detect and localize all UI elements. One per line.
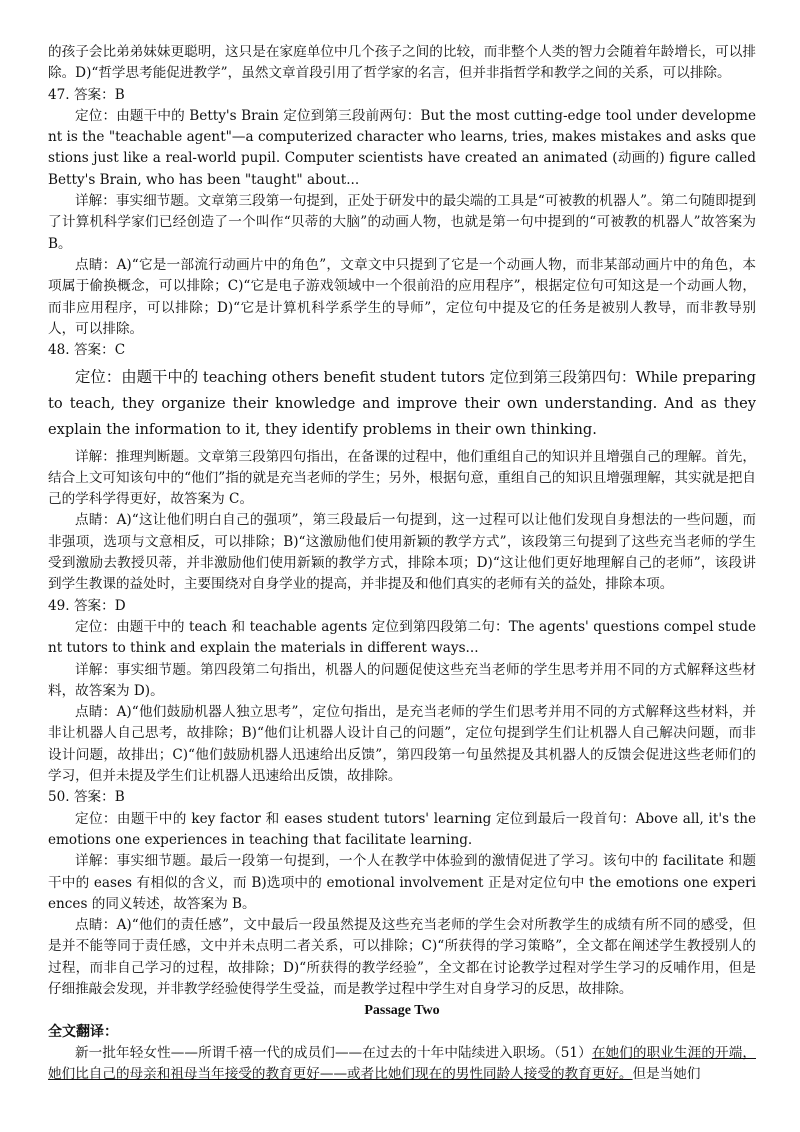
answer-50-location: 定位：由题干中的 key factor 和 eases student tutors' learning 定位到最后一段首句：Above all, it's the emotions one experiences in teaching that facilitate learning. — [48, 810, 756, 848]
answer-48-heading: 48. 答案：C — [48, 342, 126, 359]
translation-paragraph — [48, 1043, 756, 1086]
answer-48-detail: 详解：推理判断题。文章第三段第四句指出，在备课的过程中，他们重组自己的知识并且增强自己的理解。首先，结合上文可知该句中的“他们”指的就是充当老师的学生；另外，根据句意，重组自己的知识且增强理解，其实就是把自己的学科学得更好，故答案为 C。 — [48, 448, 756, 508]
translation-text-a: 新一批年轻女性——所谓千禧一代的成员们——在过去的十年中陆续进入职场。（51） — [75, 1044, 592, 1061]
translation-underlined: 在她们的职业生涯的开端，她们比自己的母亲和祖母当年接受的教育更好——或者比她们现在的男性同龄人接受的教育更好。 — [48, 1044, 756, 1083]
answer-49-detail: 详解：事实细节题。第四段第二句指出，机器人的问题促使这些充当老师的学生思考并用不同的方式解释这些材料，故答案为 D)。 — [48, 661, 756, 699]
translation-title: 全文翻译： — [48, 1023, 118, 1040]
document-page — [48, 42, 756, 1085]
answer-48-location — [48, 365, 756, 442]
answer-47-detail: 详解：事实细节题。文章第三段第一句提到，正处于研发中的最尖端的工具是“可被教的机器人”。第二句随即提到了计算机科学家们已经创造了一个叫作“贝蒂的大脑”的动画人物，也就是第一句中提到的“可被教的机器人”故答案为 B。 — [48, 193, 756, 252]
answer-47-location: 定位：由题干中的 Betty's Brain 定位到第三段前两句：But the most cutting-edge tool under development is the "teachable agent"—a computerized character who learns, tries, makes mistakes and asks questions just like a real-world pupil. Computer scientists have created an animated (动画的) figure called Betty's Brain, who has been "taught" about... — [48, 107, 756, 188]
answer-50-note: 点睛：A)“他们的责任感”，文中最后一段虽然提及这些充当老师的学生会对所教学生的成绩有所不同的感受，但是并不能等同于责任感，文中并未点明二者关系，可以排除；C)“所获得的学习策略”，全文都在阐述学生教授别人的过程，而非自己学习的过程，故排除；D)“所获得的教学经验”，全文都在讨论教学过程对学生学习的反哺作用，但是仔细推敲会发现，并非教学经验使得学生受益，而是教学过程中学生对自身学习的反思，故排除。 — [48, 917, 756, 997]
translation-text-b: 但是当她们 — [632, 1066, 701, 1083]
answer-47-heading: 47. 答案：B — [48, 86, 125, 103]
paragraph-continuation: 的孩子会比弟弟妹妹更聪明，这只是在家庭单位中几个孩子之间的比较，而非整个人类的智力会随着年龄增长，可以排除。D)“哲学思考能促进教学”，虽然文章首段引用了哲学家的名言，但并非指哲学和教学之间的关系，可以排除。 — [48, 44, 756, 82]
answer-49-heading: 49. 答案：D — [48, 597, 126, 614]
answer-50-detail: 详解：事实细节题。最后一段第一句提到，一个人在教学中体验到的激情促进了学习。该句中的 facilitate 和题干中的 eases 有相似的含义，而 B)选项中的 emotional involvement 正是对定位句中 the emotions one experiences 的同义转述，故答案为 B。 — [48, 853, 756, 912]
answer-47-note: 点睛：A)“它是一部流行动画片中的角色”，文章文中只提到了它是一个动画人物，而非某部动画片中的角色，本项属于偷换概念，可以排除；C)“它是电子游戏领域中一个很前沿的应用程序”，根据定位句可知这是一个动画人物，而非应用程序，可以排除；D)“它是计算机科学系学生的导师”，定位句中提及它的任务是被别人教导，而非教导别人，可以排除。 — [48, 256, 756, 337]
answer-48-location-text: teaching others benefit student tutors 定位到第三段第四句：While preparing to teach, they organize their knowledge and improve their own understanding. And as they explain the information to it, they identify problems in their own thinking. — [48, 369, 756, 438]
answer-49-location: 定位：由题干中的 teach 和 teachable agents 定位到第四段第二句：The agents' questions compel student tutors to think and explain the materials in different ways... — [48, 618, 756, 657]
passage-two-title: Passage Two — [364, 1003, 440, 1019]
answer-48-location-lead: 定位：由题干中的 — [75, 368, 199, 387]
answer-50-heading: 50. 答案：B — [48, 789, 125, 806]
answer-49-note: 点睛：A)“他们鼓励机器人独立思考”，定位句指出，是充当老师的学生们思考并用不同的方式解释这些材料，并非让机器人自己思考，故排除；B)“他们让机器人设计自己的问题”，定位句提到学生们让机器人自己解决问题，而非设计问题，故排出；C)“他们鼓励机器人迅速给出反馈”，第四段第一句虽然提及其机器人的反馈会促进这些老师们的学习，但并未提及学生们让机器人迅速给出反馈，故排除。 — [48, 704, 756, 785]
answer-48-note: 点睛：A)“这让他们明白自己的强项”，第三段最后一句提到，这一过程可以让他们发现自身想法的一些问题，而非强项，选项与文意相反，可以排除；B)“这激励他们使用新颖的教学方式”，该段第三句提到了这些充当老师的学生受到激励去教授贝蒂，并非激励他们使用新颖的教学方式，排除本项；D)“这让他们更好地理解自己的老师”，该段讲到学生教课的益处时，主要围绕对自身学业的提高，并非提及和他们真实的老师有关的益处，排除本项。 — [48, 512, 756, 593]
